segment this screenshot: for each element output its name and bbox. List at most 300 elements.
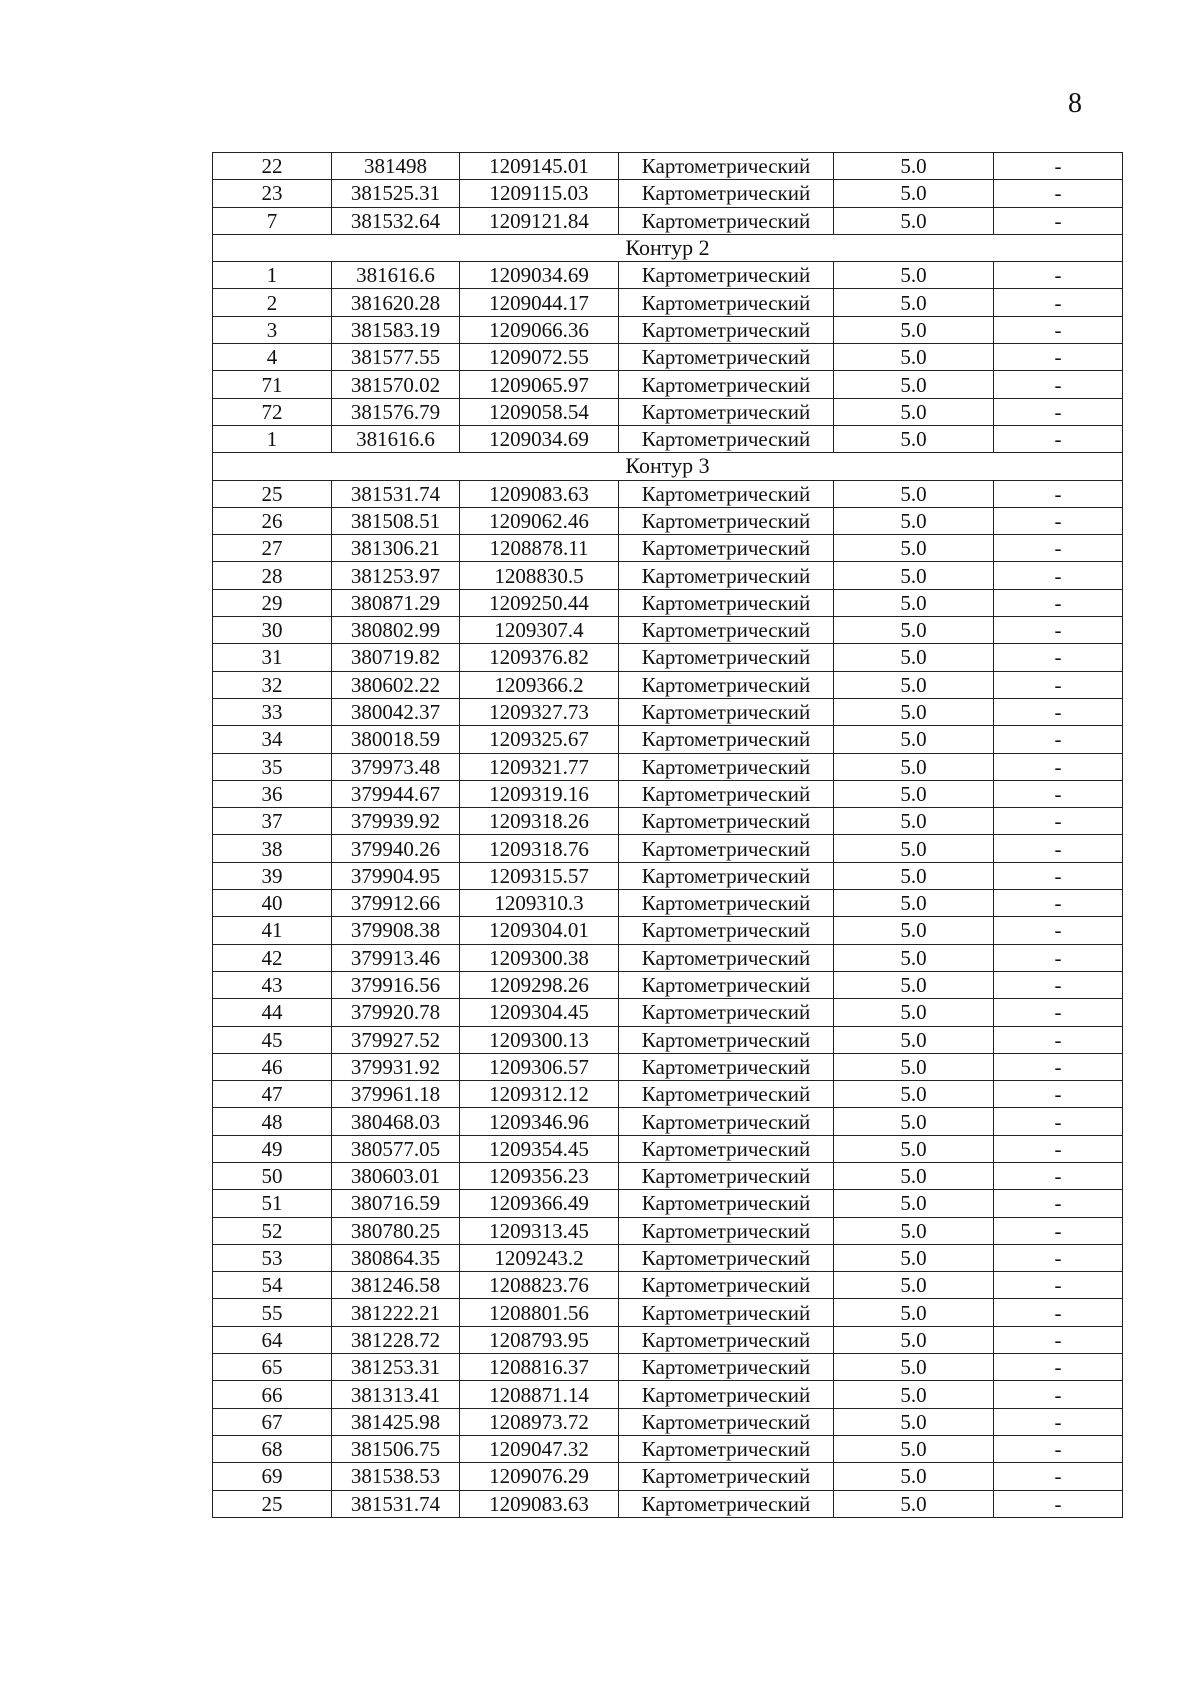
y-coordinate-cell: 1209058.54 [460, 398, 619, 425]
point-number-cell: 36 [213, 780, 332, 807]
description-cell: - [994, 1326, 1123, 1353]
page-number: 8 [1068, 88, 1082, 119]
point-number-cell: 65 [213, 1354, 332, 1381]
table-row [213, 344, 1123, 371]
accuracy-cell: 5.0 [834, 289, 994, 316]
y-coordinate-cell: 1209047.32 [460, 1435, 619, 1462]
accuracy-cell: 5.0 [834, 1381, 994, 1408]
description-cell: - [994, 671, 1123, 698]
point-number-cell: 31 [213, 644, 332, 671]
point-number-cell: 67 [213, 1408, 332, 1435]
x-coordinate-cell: 379927.52 [332, 1026, 460, 1053]
point-number-cell: 27 [213, 535, 332, 562]
description-cell: - [994, 1354, 1123, 1381]
x-coordinate-cell: 381525.31 [332, 180, 460, 207]
x-coordinate-cell: 379916.56 [332, 971, 460, 998]
y-coordinate-cell: 1209083.63 [460, 1490, 619, 1517]
point-number-cell: 25 [213, 1490, 332, 1517]
table-row [213, 1408, 1123, 1435]
x-coordinate-cell: 381616.6 [332, 425, 460, 452]
description-cell: - [994, 999, 1123, 1026]
point-number-cell: 26 [213, 507, 332, 534]
x-coordinate-cell: 380864.35 [332, 1244, 460, 1271]
method-cell: Картометрический [619, 1490, 834, 1517]
method-cell: Картометрический [619, 862, 834, 889]
accuracy-cell: 5.0 [834, 153, 994, 180]
y-coordinate-cell: 1209310.3 [460, 890, 619, 917]
x-coordinate-cell: 381531.74 [332, 480, 460, 507]
description-cell: - [994, 890, 1123, 917]
accuracy-cell: 5.0 [834, 344, 994, 371]
x-coordinate-cell: 381306.21 [332, 535, 460, 562]
table-row [213, 617, 1123, 644]
method-cell: Картометрический [619, 1135, 834, 1162]
x-coordinate-cell: 381576.79 [332, 398, 460, 425]
point-number-cell: 42 [213, 944, 332, 971]
description-cell: - [994, 1053, 1123, 1080]
table-row [213, 1217, 1123, 1244]
accuracy-cell: 5.0 [834, 917, 994, 944]
table-row [213, 1190, 1123, 1217]
description-cell: - [994, 644, 1123, 671]
method-cell: Картометрический [619, 698, 834, 725]
point-number-cell: 44 [213, 999, 332, 1026]
accuracy-cell: 5.0 [834, 480, 994, 507]
description-cell: - [994, 289, 1123, 316]
accuracy-cell: 5.0 [834, 726, 994, 753]
method-cell: Картометрический [619, 535, 834, 562]
point-number-cell: 49 [213, 1135, 332, 1162]
x-coordinate-cell: 380577.05 [332, 1135, 460, 1162]
accuracy-cell: 5.0 [834, 425, 994, 452]
method-cell: Картометрический [619, 1244, 834, 1271]
table-row [213, 153, 1123, 180]
accuracy-cell: 5.0 [834, 1081, 994, 1108]
table-row [213, 425, 1123, 452]
method-cell: Картометрический [619, 644, 834, 671]
x-coordinate-cell: 381620.28 [332, 289, 460, 316]
table-row [213, 507, 1123, 534]
point-number-cell: 69 [213, 1463, 332, 1490]
point-number-cell: 72 [213, 398, 332, 425]
description-cell: - [994, 698, 1123, 725]
description-cell: - [994, 507, 1123, 534]
table-row [213, 480, 1123, 507]
y-coordinate-cell: 1208973.72 [460, 1408, 619, 1435]
x-coordinate-cell: 380719.82 [332, 644, 460, 671]
coordinates-table [212, 152, 1123, 1518]
description-cell: - [994, 1026, 1123, 1053]
method-cell: Картометрический [619, 753, 834, 780]
y-coordinate-cell: 1209366.2 [460, 671, 619, 698]
table-row [213, 1081, 1123, 1108]
method-cell: Картометрический [619, 971, 834, 998]
description-cell: - [994, 371, 1123, 398]
point-number-cell: 34 [213, 726, 332, 753]
point-number-cell: 38 [213, 835, 332, 862]
x-coordinate-cell: 379904.95 [332, 862, 460, 889]
y-coordinate-cell: 1208830.5 [460, 562, 619, 589]
accuracy-cell: 5.0 [834, 1408, 994, 1435]
y-coordinate-cell: 1209072.55 [460, 344, 619, 371]
x-coordinate-cell: 379961.18 [332, 1081, 460, 1108]
x-coordinate-cell: 381313.41 [332, 1381, 460, 1408]
point-number-cell: 54 [213, 1272, 332, 1299]
method-cell: Картометрический [619, 1463, 834, 1490]
point-number-cell: 37 [213, 808, 332, 835]
description-cell: - [994, 1244, 1123, 1271]
accuracy-cell: 5.0 [834, 617, 994, 644]
accuracy-cell: 5.0 [834, 316, 994, 343]
description-cell: - [994, 1381, 1123, 1408]
point-number-cell: 41 [213, 917, 332, 944]
table-row [213, 917, 1123, 944]
y-coordinate-cell: 1209312.12 [460, 1081, 619, 1108]
table-row [213, 1108, 1123, 1135]
y-coordinate-cell: 1208823.76 [460, 1272, 619, 1299]
x-coordinate-cell: 379908.38 [332, 917, 460, 944]
method-cell: Картометрический [619, 780, 834, 807]
method-cell: Картометрический [619, 890, 834, 917]
accuracy-cell: 5.0 [834, 835, 994, 862]
method-cell: Картометрический [619, 1408, 834, 1435]
point-number-cell: 52 [213, 1217, 332, 1244]
x-coordinate-cell: 381508.51 [332, 507, 460, 534]
method-cell: Картометрический [619, 617, 834, 644]
x-coordinate-cell: 380042.37 [332, 698, 460, 725]
y-coordinate-cell: 1209318.26 [460, 808, 619, 835]
accuracy-cell: 5.0 [834, 398, 994, 425]
y-coordinate-cell: 1209300.13 [460, 1026, 619, 1053]
accuracy-cell: 5.0 [834, 1463, 994, 1490]
x-coordinate-cell: 379973.48 [332, 753, 460, 780]
description-cell: - [994, 180, 1123, 207]
description-cell: - [994, 316, 1123, 343]
description-cell: - [994, 207, 1123, 234]
accuracy-cell: 5.0 [834, 1326, 994, 1353]
accuracy-cell: 5.0 [834, 589, 994, 616]
accuracy-cell: 5.0 [834, 780, 994, 807]
accuracy-cell: 5.0 [834, 698, 994, 725]
description-cell: - [994, 1135, 1123, 1162]
y-coordinate-cell: 1209044.17 [460, 289, 619, 316]
description-cell: - [994, 1190, 1123, 1217]
table-row [213, 698, 1123, 725]
description-cell: - [994, 726, 1123, 753]
y-coordinate-cell: 1209304.01 [460, 917, 619, 944]
point-number-cell: 3 [213, 316, 332, 343]
point-number-cell: 48 [213, 1108, 332, 1135]
description-cell: - [994, 1408, 1123, 1435]
point-number-cell: 39 [213, 862, 332, 889]
point-number-cell: 28 [213, 562, 332, 589]
table-row [213, 1490, 1123, 1517]
x-coordinate-cell: 381532.64 [332, 207, 460, 234]
x-coordinate-cell: 381531.74 [332, 1490, 460, 1517]
table-row [213, 971, 1123, 998]
accuracy-cell: 5.0 [834, 1135, 994, 1162]
x-coordinate-cell: 381506.75 [332, 1435, 460, 1462]
table-row [213, 1053, 1123, 1080]
point-number-cell: 68 [213, 1435, 332, 1462]
x-coordinate-cell: 381498 [332, 153, 460, 180]
accuracy-cell: 5.0 [834, 1272, 994, 1299]
table-row [213, 1135, 1123, 1162]
table-row [213, 862, 1123, 889]
y-coordinate-cell: 1209250.44 [460, 589, 619, 616]
table-row [213, 1354, 1123, 1381]
accuracy-cell: 5.0 [834, 535, 994, 562]
point-number-cell: 22 [213, 153, 332, 180]
table-row [213, 1244, 1123, 1271]
point-number-cell: 30 [213, 617, 332, 644]
y-coordinate-cell: 1209034.69 [460, 425, 619, 452]
x-coordinate-cell: 379912.66 [332, 890, 460, 917]
table-row [213, 1381, 1123, 1408]
accuracy-cell: 5.0 [834, 944, 994, 971]
y-coordinate-cell: 1209306.57 [460, 1053, 619, 1080]
accuracy-cell: 5.0 [834, 862, 994, 889]
point-number-cell: 25 [213, 480, 332, 507]
y-coordinate-cell: 1209327.73 [460, 698, 619, 725]
y-coordinate-cell: 1209318.76 [460, 835, 619, 862]
method-cell: Картометрический [619, 344, 834, 371]
method-cell: Картометрический [619, 180, 834, 207]
x-coordinate-cell: 381253.31 [332, 1354, 460, 1381]
x-coordinate-cell: 381583.19 [332, 316, 460, 343]
x-coordinate-cell: 379913.46 [332, 944, 460, 971]
point-number-cell: 23 [213, 180, 332, 207]
accuracy-cell: 5.0 [834, 1108, 994, 1135]
accuracy-cell: 5.0 [834, 1026, 994, 1053]
method-cell: Картометрический [619, 1326, 834, 1353]
y-coordinate-cell: 1209121.84 [460, 207, 619, 234]
point-number-cell: 51 [213, 1190, 332, 1217]
x-coordinate-cell: 379944.67 [332, 780, 460, 807]
point-number-cell: 50 [213, 1162, 332, 1189]
method-cell: Картометрический [619, 1190, 834, 1217]
method-cell: Картометрический [619, 262, 834, 289]
accuracy-cell: 5.0 [834, 671, 994, 698]
point-number-cell: 47 [213, 1081, 332, 1108]
description-cell: - [994, 917, 1123, 944]
table-row [213, 780, 1123, 807]
accuracy-cell: 5.0 [834, 1299, 994, 1326]
x-coordinate-cell: 379920.78 [332, 999, 460, 1026]
x-coordinate-cell: 380871.29 [332, 589, 460, 616]
table-row [213, 671, 1123, 698]
table-row [213, 207, 1123, 234]
table-row [213, 753, 1123, 780]
point-number-cell: 46 [213, 1053, 332, 1080]
description-cell: - [994, 480, 1123, 507]
table-row [213, 999, 1123, 1026]
y-coordinate-cell: 1209321.77 [460, 753, 619, 780]
y-coordinate-cell: 1209066.36 [460, 316, 619, 343]
y-coordinate-cell: 1209346.96 [460, 1108, 619, 1135]
x-coordinate-cell: 380602.22 [332, 671, 460, 698]
x-coordinate-cell: 379940.26 [332, 835, 460, 862]
point-number-cell: 66 [213, 1381, 332, 1408]
y-coordinate-cell: 1209307.4 [460, 617, 619, 644]
table-row [213, 316, 1123, 343]
table-row [213, 644, 1123, 671]
y-coordinate-cell: 1209315.57 [460, 862, 619, 889]
y-coordinate-cell: 1209304.45 [460, 999, 619, 1026]
accuracy-cell: 5.0 [834, 262, 994, 289]
x-coordinate-cell: 381425.98 [332, 1408, 460, 1435]
y-coordinate-cell: 1209313.45 [460, 1217, 619, 1244]
x-coordinate-cell: 381570.02 [332, 371, 460, 398]
table-row [213, 1463, 1123, 1490]
method-cell: Картометрический [619, 1435, 834, 1462]
accuracy-cell: 5.0 [834, 1354, 994, 1381]
accuracy-cell: 5.0 [834, 1053, 994, 1080]
accuracy-cell: 5.0 [834, 971, 994, 998]
method-cell: Картометрический [619, 1272, 834, 1299]
y-coordinate-cell: 1208878.11 [460, 535, 619, 562]
table-row [213, 890, 1123, 917]
description-cell: - [994, 1299, 1123, 1326]
method-cell: Картометрический [619, 153, 834, 180]
method-cell: Картометрический [619, 1053, 834, 1080]
point-number-cell: 29 [213, 589, 332, 616]
point-number-cell: 2 [213, 289, 332, 316]
table-row [213, 562, 1123, 589]
accuracy-cell: 5.0 [834, 180, 994, 207]
method-cell: Картометрический [619, 1381, 834, 1408]
method-cell: Картометрический [619, 480, 834, 507]
point-number-cell: 4 [213, 344, 332, 371]
description-cell: - [994, 344, 1123, 371]
description-cell: - [994, 562, 1123, 589]
point-number-cell: 33 [213, 698, 332, 725]
description-cell: - [994, 398, 1123, 425]
method-cell: Картометрический [619, 835, 834, 862]
y-coordinate-cell: 1209065.97 [460, 371, 619, 398]
method-cell: Картометрический [619, 207, 834, 234]
table-row [213, 262, 1123, 289]
table-row [213, 1272, 1123, 1299]
description-cell: - [994, 1435, 1123, 1462]
method-cell: Картометрический [619, 289, 834, 316]
method-cell: Картометрический [619, 917, 834, 944]
point-number-cell: 55 [213, 1299, 332, 1326]
y-coordinate-cell: 1209325.67 [460, 726, 619, 753]
y-coordinate-cell: 1209366.49 [460, 1190, 619, 1217]
y-coordinate-cell: 1209298.26 [460, 971, 619, 998]
method-cell: Картометрический [619, 1081, 834, 1108]
y-coordinate-cell: 1209319.16 [460, 780, 619, 807]
description-cell: - [994, 153, 1123, 180]
y-coordinate-cell: 1209354.45 [460, 1135, 619, 1162]
description-cell: - [994, 835, 1123, 862]
description-cell: - [994, 808, 1123, 835]
method-cell: Картометрический [619, 425, 834, 452]
table-row [213, 180, 1123, 207]
method-cell: Картометрический [619, 726, 834, 753]
point-number-cell: 53 [213, 1244, 332, 1271]
method-cell: Картометрический [619, 1026, 834, 1053]
description-cell: - [994, 589, 1123, 616]
coordinates-table-body [213, 153, 1123, 1518]
description-cell: - [994, 617, 1123, 644]
accuracy-cell: 5.0 [834, 644, 994, 671]
accuracy-cell: 5.0 [834, 1217, 994, 1244]
accuracy-cell: 5.0 [834, 753, 994, 780]
point-number-cell: 40 [213, 890, 332, 917]
table-row [213, 535, 1123, 562]
method-cell: Картометрический [619, 1162, 834, 1189]
point-number-cell: 1 [213, 425, 332, 452]
accuracy-cell: 5.0 [834, 1490, 994, 1517]
x-coordinate-cell: 380468.03 [332, 1108, 460, 1135]
accuracy-cell: 5.0 [834, 1244, 994, 1271]
method-cell: Картометрический [619, 371, 834, 398]
method-cell: Картометрический [619, 316, 834, 343]
y-coordinate-cell: 1209034.69 [460, 262, 619, 289]
table-row [213, 1162, 1123, 1189]
x-coordinate-cell: 381246.58 [332, 1272, 460, 1299]
description-cell: - [994, 425, 1123, 452]
table-row [213, 835, 1123, 862]
table-row [213, 1299, 1123, 1326]
description-cell: - [994, 1490, 1123, 1517]
description-cell: - [994, 780, 1123, 807]
point-number-cell: 1 [213, 262, 332, 289]
description-cell: - [994, 1217, 1123, 1244]
x-coordinate-cell: 381253.97 [332, 562, 460, 589]
x-coordinate-cell: 380716.59 [332, 1190, 460, 1217]
table-row [213, 589, 1123, 616]
x-coordinate-cell: 381228.72 [332, 1326, 460, 1353]
point-number-cell: 32 [213, 671, 332, 698]
table-row [213, 398, 1123, 425]
point-number-cell: 43 [213, 971, 332, 998]
accuracy-cell: 5.0 [834, 507, 994, 534]
x-coordinate-cell: 379931.92 [332, 1053, 460, 1080]
accuracy-cell: 5.0 [834, 1162, 994, 1189]
table-row [213, 726, 1123, 753]
x-coordinate-cell: 381222.21 [332, 1299, 460, 1326]
table-row [213, 1026, 1123, 1053]
y-coordinate-cell: 1209083.63 [460, 480, 619, 507]
y-coordinate-cell: 1209300.38 [460, 944, 619, 971]
point-number-cell: 7 [213, 207, 332, 234]
table-row [213, 289, 1123, 316]
contour-label: Контур 3 [213, 453, 1123, 480]
method-cell: Картометрический [619, 398, 834, 425]
y-coordinate-cell: 1209376.82 [460, 644, 619, 671]
accuracy-cell: 5.0 [834, 207, 994, 234]
description-cell: - [994, 1108, 1123, 1135]
accuracy-cell: 5.0 [834, 371, 994, 398]
method-cell: Картометрический [619, 589, 834, 616]
y-coordinate-cell: 1208801.56 [460, 1299, 619, 1326]
contour-header-row [213, 453, 1123, 480]
method-cell: Картометрический [619, 944, 834, 971]
point-number-cell: 71 [213, 371, 332, 398]
method-cell: Картометрический [619, 808, 834, 835]
accuracy-cell: 5.0 [834, 999, 994, 1026]
x-coordinate-cell: 380018.59 [332, 726, 460, 753]
accuracy-cell: 5.0 [834, 808, 994, 835]
y-coordinate-cell: 1209115.03 [460, 180, 619, 207]
accuracy-cell: 5.0 [834, 562, 994, 589]
description-cell: - [994, 971, 1123, 998]
table-row [213, 808, 1123, 835]
y-coordinate-cell: 1209076.29 [460, 1463, 619, 1490]
